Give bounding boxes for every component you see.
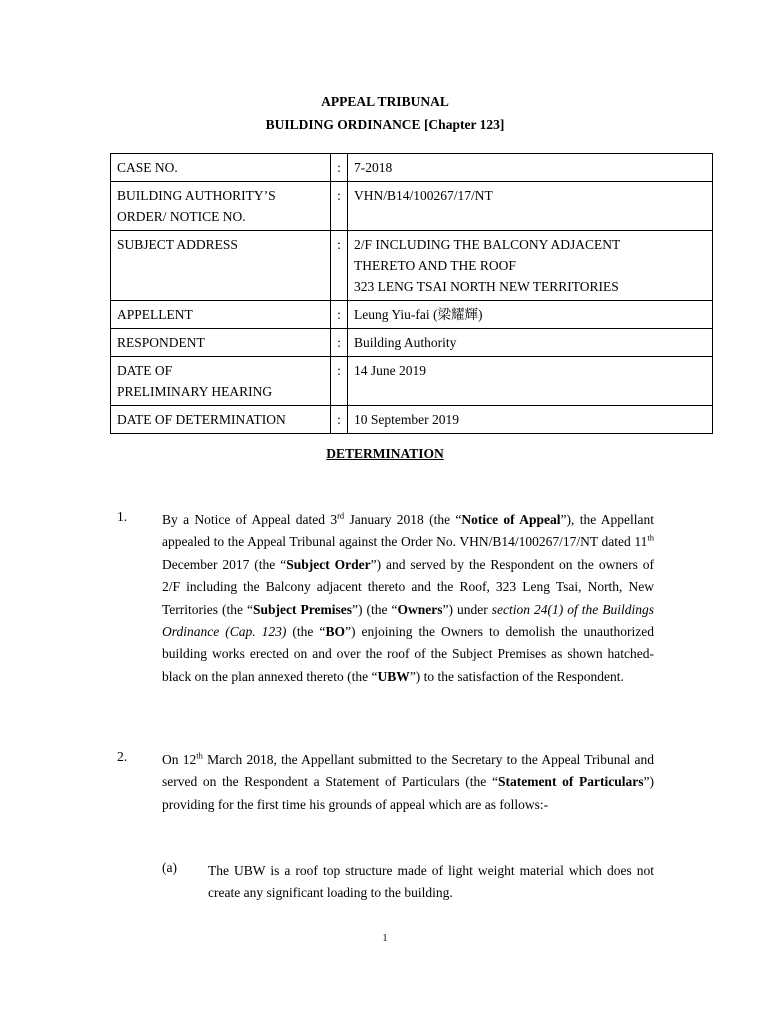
case-table-row [111,231,713,301]
tribunal-title: APPEAL TRIBUNAL [321,94,449,109]
text-run: ”) to the satisfaction of the Respondent. [409,668,624,684]
text-run: ”), the Appellant appealed to the Appeal Tribunal against the Order No. VHN/B14/100267/17/NT dated 11 [162,512,654,550]
paragraph-number: 1. [117,509,128,524]
field-value [348,357,713,406]
defined-term: UBW [377,668,410,684]
text-run: ”) providing for the first time his grounds of appeal which are as follows:- [162,774,655,812]
field-value-line: 7-2018 [354,160,393,175]
text-run: ”) and served by the Respondent on the owners of 2/F including the Balcony adjacent thereto and the Roof, 323 Leng Tsai, North, New Territories (the “ [162,556,654,617]
defined-term: Subject Order [286,556,371,572]
colon-separator: : [331,357,348,406]
field-label-line: DATE OF [117,363,173,378]
field-value-line: 10 September 2019 [354,412,459,427]
ordinal-suffix: rd [337,510,345,521]
case-table-row [111,357,713,406]
colon-separator: : [331,406,348,434]
field-label-line: CASE NO. [117,160,178,175]
field-label-line: BUILDING AUTHORITY’S [117,188,276,203]
colon-separator: : [331,154,348,182]
paragraph-2 [162,749,654,816]
colon-separator: : [331,329,348,357]
defined-term: Subject Premises [253,601,353,617]
field-label-line: APPELLENT [117,307,193,322]
subparagraph-a [208,860,654,905]
case-table-row [111,406,713,434]
field-label-line: SUBJECT ADDRESS [117,237,238,252]
colon-separator: : [331,301,348,329]
field-value [348,301,713,329]
field-value-line: Building Authority [354,335,457,350]
case-table-row [111,301,713,329]
subparagraph-label: (a) [162,860,177,875]
text-run: March 2018, the Appellant submitted to the Secretary to the Appeal Tribunal and served on the Respondent a Statement of Particulars (the “ [162,752,655,790]
field-label [111,301,331,329]
field-value-line: Leung Yiu-fai (梁耀輝) [354,307,483,322]
field-label-line: DATE OF DETERMINATION [117,412,286,427]
text-run: (the “ [286,624,326,640]
field-value [348,329,713,357]
case-table-row [111,154,713,182]
text-run: The UBW is a roof top structure made of light weight material which does not create any significant loading to the building. [208,863,654,901]
case-table-row [111,182,713,231]
defined-term: BO [325,624,345,640]
text-run: ”) enjoining the Owners to demolish the unauthorized building works erected on and over the roof of the Subject Premises as shown hatched-black on the plan annexed thereto (the “ [162,624,655,684]
text-run: ”) under [442,601,492,617]
field-label-line: ORDER/ NOTICE NO. [117,209,246,224]
text-run: January 2018 (the “ [344,512,462,527]
paragraph-number: 2. [117,749,128,764]
field-label [111,154,331,182]
field-label [111,231,331,301]
field-value-line: VHN/B14/100267/17/NT [354,188,493,203]
ordinal-suffix: th [196,750,203,761]
text-run: On 12 [162,752,197,767]
field-label-line: PRELIMINARY HEARING [117,384,273,399]
field-value [348,154,713,182]
colon-separator: : [331,182,348,231]
field-label [111,357,331,406]
defined-term: Notice of Appeal [461,512,561,527]
defined-term: Owners [397,601,443,617]
text-run: By a Notice of Appeal dated 3 [162,512,338,527]
field-value-line: THERETO AND THE ROOF [354,258,516,273]
ordinance-title: BUILDING ORDINANCE [Chapter 123] [265,117,505,132]
colon-separator: : [331,231,348,301]
statute-reference: section 24(1) of the Buildings Ordinance (Cap. 123) [162,601,655,640]
page-number: 1 [382,933,388,944]
field-label [111,406,331,434]
case-details-table [110,153,713,434]
field-value [348,406,713,434]
text-run: ”) (the “ [352,601,398,617]
text-run: December 2017 (the “ [162,556,287,572]
section-heading: DETERMINATION [326,446,444,461]
field-value [348,231,713,301]
field-value-line: 14 June 2019 [354,363,426,378]
field-label [111,182,331,231]
field-value-line: 2/F INCLUDING THE BALCONY ADJACENT [354,237,621,252]
ordinal-suffix: th [647,532,654,543]
case-table-row [111,329,713,357]
paragraph-1 [162,509,654,688]
field-label-line: RESPONDENT [117,335,205,350]
field-value-line: 323 LENG TSAI NORTH NEW TERRITORIES [354,279,619,294]
field-label [111,329,331,357]
defined-term: Statement of Particulars [497,774,644,790]
field-value [348,182,713,231]
